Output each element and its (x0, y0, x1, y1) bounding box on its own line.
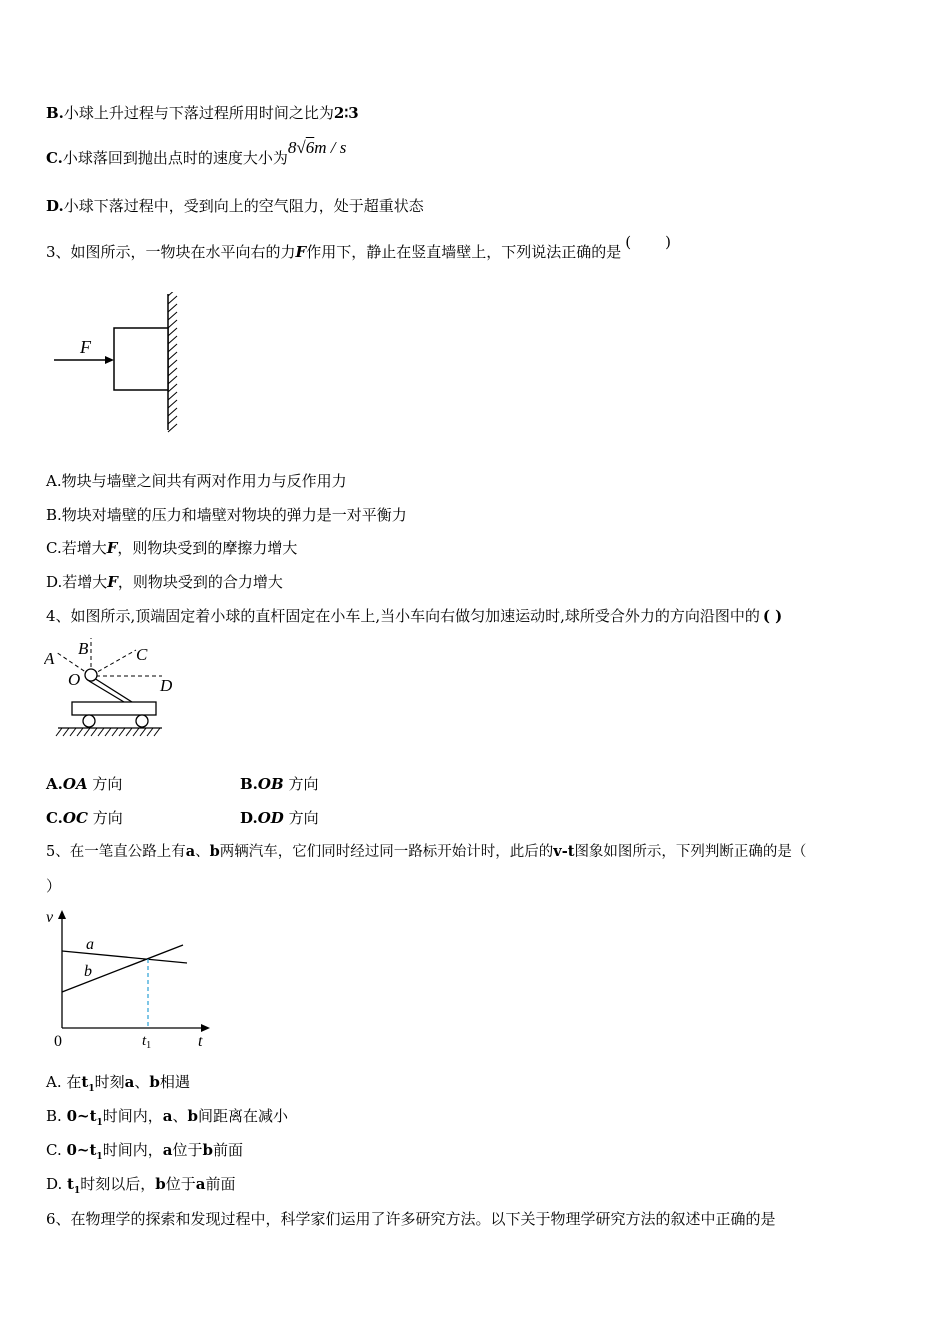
q5-label-t: t (198, 1033, 203, 1050)
q4-label-c: C (136, 645, 148, 664)
q5-label-v: v (46, 909, 54, 926)
q4-option-b-letter: B. (240, 775, 258, 793)
q3-option-d-b: ，则物块受到的合力增大 (117, 573, 283, 591)
q2-option-c-letter: C. (46, 149, 63, 167)
q5-option-d-b: b (155, 1175, 166, 1193)
q5-option-a[interactable] (46, 1072, 190, 1099)
q4-rod-2 (89, 681, 124, 702)
q3-option-b-text: B.物块对墙壁的压力和墙壁对物块的弹力是一对平衡力 (46, 506, 407, 524)
q5-line-a (62, 951, 187, 963)
q4-label-o: O (68, 670, 81, 689)
q3-stem-b: 作用下，静止在竖直墙壁上，下列说法正确的是 (306, 243, 622, 261)
q6-stem-text: 6、在物理学的探索和发现过程中，科学家们运用了许多研究方法。以下关于物理学研究方法的叙述中正确的是 (46, 1210, 776, 1228)
q5-option-c[interactable] (46, 1140, 243, 1167)
q5-vt-graph (44, 906, 219, 1052)
q5-option-d-end: 前面 (205, 1175, 236, 1193)
q2-option-d-text: 小球下落过程中，受到向上的空气阻力，处于超重状态 (63, 197, 424, 215)
q3-wall-hatch (168, 292, 177, 432)
q3-option-c-a: C.若增大 (46, 539, 107, 557)
q5-option-c-end: 前面 (212, 1141, 243, 1159)
q4-option-c-dir: OC (62, 809, 88, 827)
q5-option-d-mid: 时刻以后， (80, 1175, 156, 1193)
q5-option-a-end: 相遇 (159, 1073, 190, 1091)
q2-option-c-text: 小球落回到抛出点时的速度大小为 (62, 149, 288, 167)
q2-option-b-text: 小球上升过程与下落过程所用时间之比为 (63, 104, 334, 122)
q4-wheel-left (83, 715, 95, 727)
q4-ball (85, 669, 97, 681)
q5-t-axis-arrow (201, 1024, 210, 1032)
q2-option-c-value: 8√6m / s (287, 138, 347, 157)
q4-option-d-dir: OD (257, 809, 284, 827)
q3-option-a[interactable] (46, 471, 347, 491)
q6-stem (46, 1209, 776, 1229)
q5-stem-end: 图象如图所示，下列判断正确的是（ (574, 844, 807, 860)
q2-option-d[interactable] (46, 196, 424, 216)
q5-label-b: b (84, 963, 92, 980)
q3-option-d[interactable] (46, 572, 283, 592)
q5-option-d-mid2: 位于 (165, 1175, 196, 1193)
q5-line-b (62, 945, 183, 992)
q3-option-a-text: A.物块与墙壁之间共有两对作用力与反作用力 (46, 472, 347, 490)
q4-rod-1 (94, 678, 132, 702)
q4-ray-c (92, 650, 136, 675)
q3-option-c[interactable] (46, 538, 297, 558)
q5-stem-a: 5、在一笔直公路上有 (46, 844, 186, 860)
q4-option-c-letter: C. (46, 809, 63, 827)
q5-stem-close-paren: ） (46, 877, 62, 895)
q3-figure (50, 292, 190, 434)
q3-stem-a: 3、如图所示，一物块在水平向右的力 (46, 243, 296, 261)
q4-ground-hatch (56, 728, 160, 736)
q5-option-b-sep: 、 (172, 1107, 188, 1125)
q5-option-c-mid: 时间内， (102, 1141, 163, 1159)
q5-label-t1-sub: 1 (146, 1040, 152, 1051)
q2-option-c-number: 8 (287, 138, 297, 157)
q2-option-c[interactable] (46, 138, 347, 168)
q5-option-b-mid: 时间内， (102, 1107, 163, 1125)
q3-force-label: F (80, 337, 91, 357)
q2-option-b-ratio: 2∶3 (333, 104, 359, 122)
q4-option-c[interactable] (46, 808, 123, 828)
q4-stem-text: 4、如图所示,顶端固定着小球的直杆固定在小车上,当小车向右做匀加速运动时,球所受合外力的方向沿图中的 (46, 607, 760, 625)
q2-option-b-letter: B. (46, 104, 64, 122)
q4-option-a[interactable] (46, 774, 122, 794)
q4-label-a: A (44, 649, 55, 668)
q5-option-a-sub: 1 (88, 1084, 95, 1094)
q3-stem-force: F (295, 243, 307, 261)
q5-option-b-range: 0~t (66, 1107, 97, 1125)
q5-option-d-t: t (67, 1175, 74, 1193)
q2-option-d-letter: D. (46, 197, 64, 215)
q3-option-d-a: D.若增大 (46, 573, 108, 591)
q3-option-d-force: F (107, 573, 118, 591)
q4-option-a-text: 方向 (92, 775, 123, 793)
q5-option-b-b: b (187, 1107, 199, 1125)
q5-option-d[interactable] (46, 1174, 236, 1201)
q4-label-d: D (160, 676, 173, 695)
q3-option-b[interactable] (46, 505, 407, 525)
q4-figure (44, 634, 174, 742)
q5-option-c-sub: 1 (96, 1152, 103, 1162)
q4-option-b-text: 方向 (288, 775, 319, 793)
q5-option-d-sub: 1 (73, 1186, 81, 1196)
q4-option-a-dir: OA (62, 775, 88, 793)
q5-stem (46, 842, 806, 862)
q5-stem-mid: 两辆汽车，它们同时经过同一路标开始计时，此后的 (219, 844, 554, 860)
q3-option-c-b: ，则物块受到的摩擦力增大 (117, 539, 298, 557)
q5-label-t1 (142, 1033, 151, 1051)
q5-option-b[interactable] (46, 1106, 288, 1133)
q5-stem-car-a: a (185, 843, 196, 860)
q3-block (114, 328, 168, 390)
q4-option-c-text: 方向 (92, 809, 123, 827)
q5-option-a-mid: 时刻 (94, 1073, 125, 1091)
q4-wheel-right (136, 715, 148, 727)
q5-option-d-prefix: D. (46, 1175, 68, 1193)
q5-option-b-prefix: B. (46, 1107, 67, 1125)
q4-option-d-text: 方向 (288, 809, 319, 827)
q2-option-b[interactable] (46, 103, 359, 123)
q4-cart-body (72, 702, 156, 715)
q5-option-c-b: b (202, 1141, 213, 1159)
q4-option-d[interactable] (240, 808, 319, 828)
q5-option-b-end: 间距离在减小 (198, 1107, 289, 1125)
q3-option-c-force: F (106, 539, 118, 557)
q2-option-c-unit: m / s (314, 138, 347, 157)
q4-label-b: B (78, 639, 89, 658)
q3-stem (46, 233, 671, 262)
q5-label-a: a (86, 936, 94, 953)
q5-stem-vt: v-t (553, 843, 575, 860)
q5-option-b-sub: 1 (96, 1118, 103, 1128)
q5-option-c-range: 0~t (66, 1141, 97, 1159)
q2-option-c-radicand: 6 (305, 138, 315, 157)
q4-stem-paren: ( ) (762, 607, 783, 625)
q5-stem-sep: 、 (195, 844, 210, 860)
q3-paren-close: ) (665, 233, 671, 251)
q4-option-a-letter: A. (46, 775, 63, 793)
q5-stem-car-b: b (209, 843, 220, 860)
q5-option-d-a: a (195, 1175, 206, 1193)
q5-label-t1-t: t (142, 1033, 147, 1049)
q5-option-a-t: t (81, 1073, 89, 1091)
q5-option-b-a: a (162, 1107, 173, 1125)
q4-option-b-dir: OB (257, 775, 284, 793)
q5-option-a-sep: 、 (134, 1073, 150, 1091)
q5-option-a-a: a (124, 1073, 135, 1091)
q4-option-d-letter: D. (240, 809, 258, 827)
q5-v-axis-arrow (58, 910, 66, 919)
q4-option-b[interactable] (240, 774, 318, 794)
q5-option-a-b: b (149, 1073, 160, 1091)
q5-stem-close (46, 876, 61, 896)
q5-option-c-mid2: 位于 (172, 1141, 203, 1159)
q5-label-zero: 0 (54, 1033, 62, 1050)
q5-option-a-prefix: A. 在 (46, 1073, 82, 1091)
q4-stem (46, 606, 782, 626)
q5-option-c-prefix: C. (46, 1141, 67, 1159)
q3-force-arrowhead (105, 356, 114, 364)
q5-option-c-a: a (162, 1141, 173, 1159)
q3-paren-open: ( (625, 233, 632, 251)
